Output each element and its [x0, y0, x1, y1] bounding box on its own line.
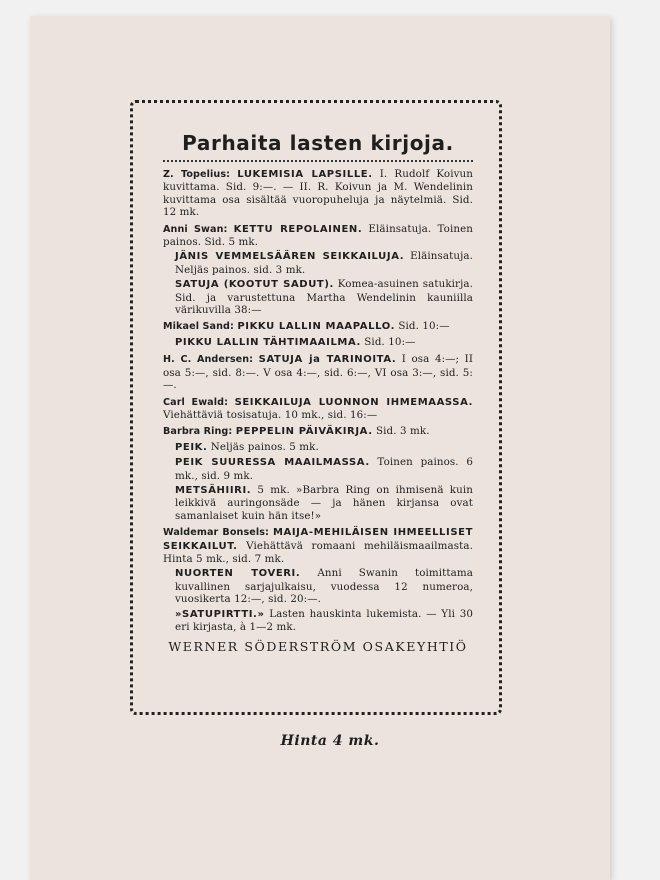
book-entry [163, 168, 473, 219]
advertisement-content [163, 130, 473, 654]
book-title: JÄNIS VEMMELSÄÄREN SEIKKAILUJA. [175, 251, 405, 263]
book-description: Komea-asuinen satukirja. Sid. ja varustettuna Martha Wendelinin kauniilla värikuvilla 38:— [175, 278, 473, 317]
book-description: Sid. 10:— [394, 320, 450, 333]
book-entry [163, 526, 473, 565]
book-entry [163, 353, 473, 391]
publisher-name: WERNER SÖDERSTRÖM OSAKEYHTIÖ [168, 639, 468, 655]
author-name: Anni Swan: [163, 223, 228, 235]
book-entry [163, 484, 473, 522]
book-entry [163, 456, 473, 482]
book-description: 5 mk. »Barbra Ring on ihmisenä kuin leikkivä auringonsäde — ja hänen kirjansa ovat samanlaiset kuin hän itse!» [175, 483, 473, 522]
book-description: Eläinsatuja. Toinen painos. Sid. 5 mk. [163, 222, 473, 249]
book-title: »SATUPIRTTI.» [175, 608, 265, 620]
book-title: SATUJA (KOOTUT SADUT). [175, 279, 334, 291]
author-name: Barbra Ring: [163, 426, 233, 438]
price-label: Hinta 4 mk. [280, 733, 380, 749]
book-title: KETTU REPOLAINEN. [233, 223, 363, 235]
book-title: PIKKU LALLIN MAAPALLO. [237, 321, 395, 333]
author-name: Z. Topelius: [163, 169, 231, 180]
book-description: Eläinsatuja. Neljäs painos. sid. 3 mk. [175, 250, 473, 276]
book-description: Lasten hauskinta lukemista. — Yli 30 eri kirjasta, à 1—2 mk. [175, 607, 473, 633]
book-description: I. Rudolf Koivun kuvittama. Sid. 9:—. — II. R. Koivun ja M. Wendelinin kuvittama osa sisältää vuoropuheluja ja näytelmiä. Sid. 12 mk. [163, 168, 473, 219]
book-title: MAIJA-MEHILÄISEN IHMEELLISET SEIKKAILUT. [163, 527, 473, 552]
book-entry [163, 425, 473, 438]
book-entry [163, 250, 473, 276]
title-divider [163, 160, 473, 162]
book-description: Toinen painos. 6 mk., sid. 9 mk. [175, 456, 473, 482]
book-description: Anni Swanin toimittama kuvallinen sarjajulkaisu, vuodessa 12 numeroa, vuosikerta 12:—, sid. 20:—. [175, 567, 473, 606]
book-title: PEPPELIN PÄIVÄKIRJA. [235, 426, 373, 438]
book-description: Neljäs painos. 5 mk. [207, 440, 319, 453]
book-entry [163, 320, 473, 333]
author-name: Waldemar Bonsels: [163, 527, 269, 539]
book-entry [163, 223, 473, 249]
book-title: METSÄHIIRI. [175, 484, 252, 496]
book-title: PEIK. [175, 441, 208, 453]
author-name: Carl Ewald: [163, 396, 229, 408]
author-name: H. C. Andersen: [163, 354, 254, 366]
book-description: Sid. 3 mk. [372, 425, 430, 438]
book-entry [163, 396, 473, 422]
book-title: NUORTEN TOVERI. [175, 568, 301, 580]
book-entry [163, 608, 473, 634]
book-title: PEIK SUURESSA MAAILMASSA. [175, 457, 370, 469]
book-list [163, 168, 473, 633]
author-name: Mikael Sand: [163, 321, 234, 333]
book-description: Viehättävä romaani mehiläismaailmasta. Hinta 5 mk., sid. 7 mk. [163, 539, 473, 565]
page-title: Parhaita lasten kirjoja. [182, 131, 454, 155]
book-title: SEIKKAILUJA LUONNON IHMEMAASSA. [234, 396, 474, 408]
book-entry [163, 441, 473, 454]
book-entry [163, 278, 473, 316]
book-entry [163, 567, 473, 605]
book-description: I osa 4:—; II osa 5:—, sid. 8:—. V osa 4:—, sid. 6:—, VI osa 3:—, sid. 5:—. [163, 353, 473, 392]
book-description: Viehättäviä tosisatuja. 10 mk., sid. 16:— [163, 408, 378, 421]
book-entry [163, 336, 473, 349]
book-title: LUKEMISIA LAPSILLE. [237, 169, 373, 180]
book-description: Sid. 10:— [360, 335, 416, 348]
book-title: PIKKU LALLIN TÄHTIMAAILMA. [175, 336, 361, 348]
book-title: SATUJA ja TARINOITA. [258, 354, 397, 366]
